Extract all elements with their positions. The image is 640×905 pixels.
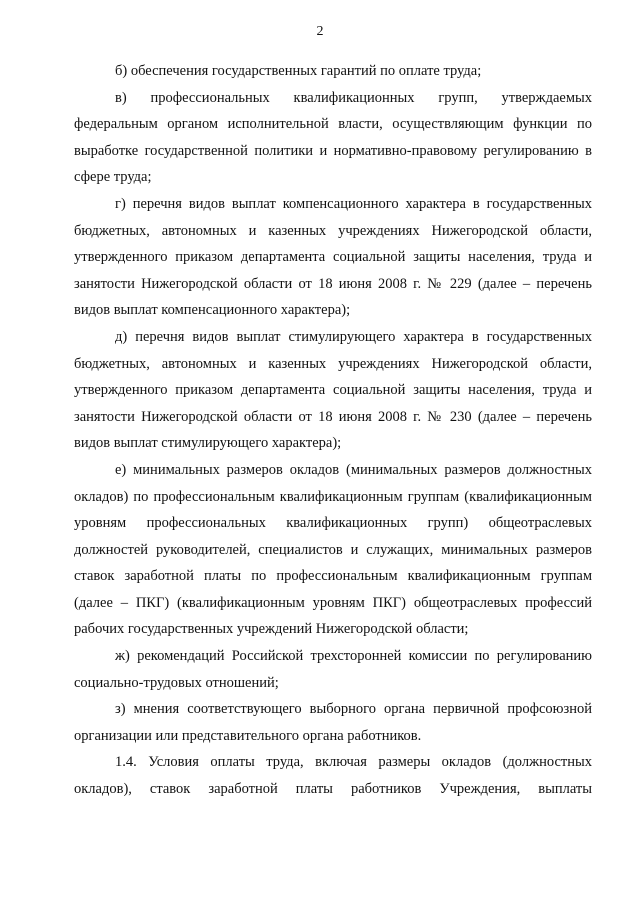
paragraph-e: е) минимальных размеров окладов (минимальных размеров должностных окладов) по профессиональным квалификационным группам (квалификационным уровням профессиональных квалификационных групп) общеотраслевых должностей руководителей, специалистов и служащих, минимальных размеров ставок заработной платы по профессиональным квалификационным группам (далее – ПКГ) (квалификационным уровням ПКГ) общеотраслевых профессий рабочих государственных учреждений Нижегородской области; [74, 461, 592, 638]
page-number: 2 [316, 24, 324, 39]
document-body [74, 58, 592, 803]
paragraph-b: б) обеспечения государственных гарантий по оплате труда; [115, 63, 482, 79]
paragraph-v: в) профессиональных квалификационных групп, утверждаемых федеральным органом исполнительной власти, осуществляющим функции по выработке государственной политики и нормативно-правовому регулированию в сфере труда; [74, 89, 592, 186]
paragraph-zh: ж) рекомендаций Российской трехсторонней комиссии по регулированию социально-трудовых отношений; [74, 648, 592, 691]
paragraph-z: з) мнения соответствующего выборного органа первичной профсоюзной организации или представительного органа работников. [74, 701, 592, 744]
paragraph-d: д) перечня видов выплат стимулирующего характера в государственных бюджетных, автономных и казенных учреждениях Нижегородской области, утвержденного приказом департамента социальной защиты населения, труда и занятости Нижегородской области от 18 июня 2008 г. № 230 (далее – перечень видов выплат стимулирующего характера); [74, 328, 592, 452]
paragraph-1-4: 1.4. Условия оплаты труда, включая размеры окладов (должностных окладов), ставок заработной платы работников Учреждения, выплаты [74, 754, 592, 798]
paragraph-g: г) перечня видов выплат компенсационного характера в государственных бюджетных, автономных и казенных учреждениях Нижегородской области, утвержденного приказом департамента социальной защиты населения, труда и занятости Нижегородской области от 18 июня 2008 г. № 229 (далее – перечень видов выплат компенсационного характера); [74, 195, 592, 319]
